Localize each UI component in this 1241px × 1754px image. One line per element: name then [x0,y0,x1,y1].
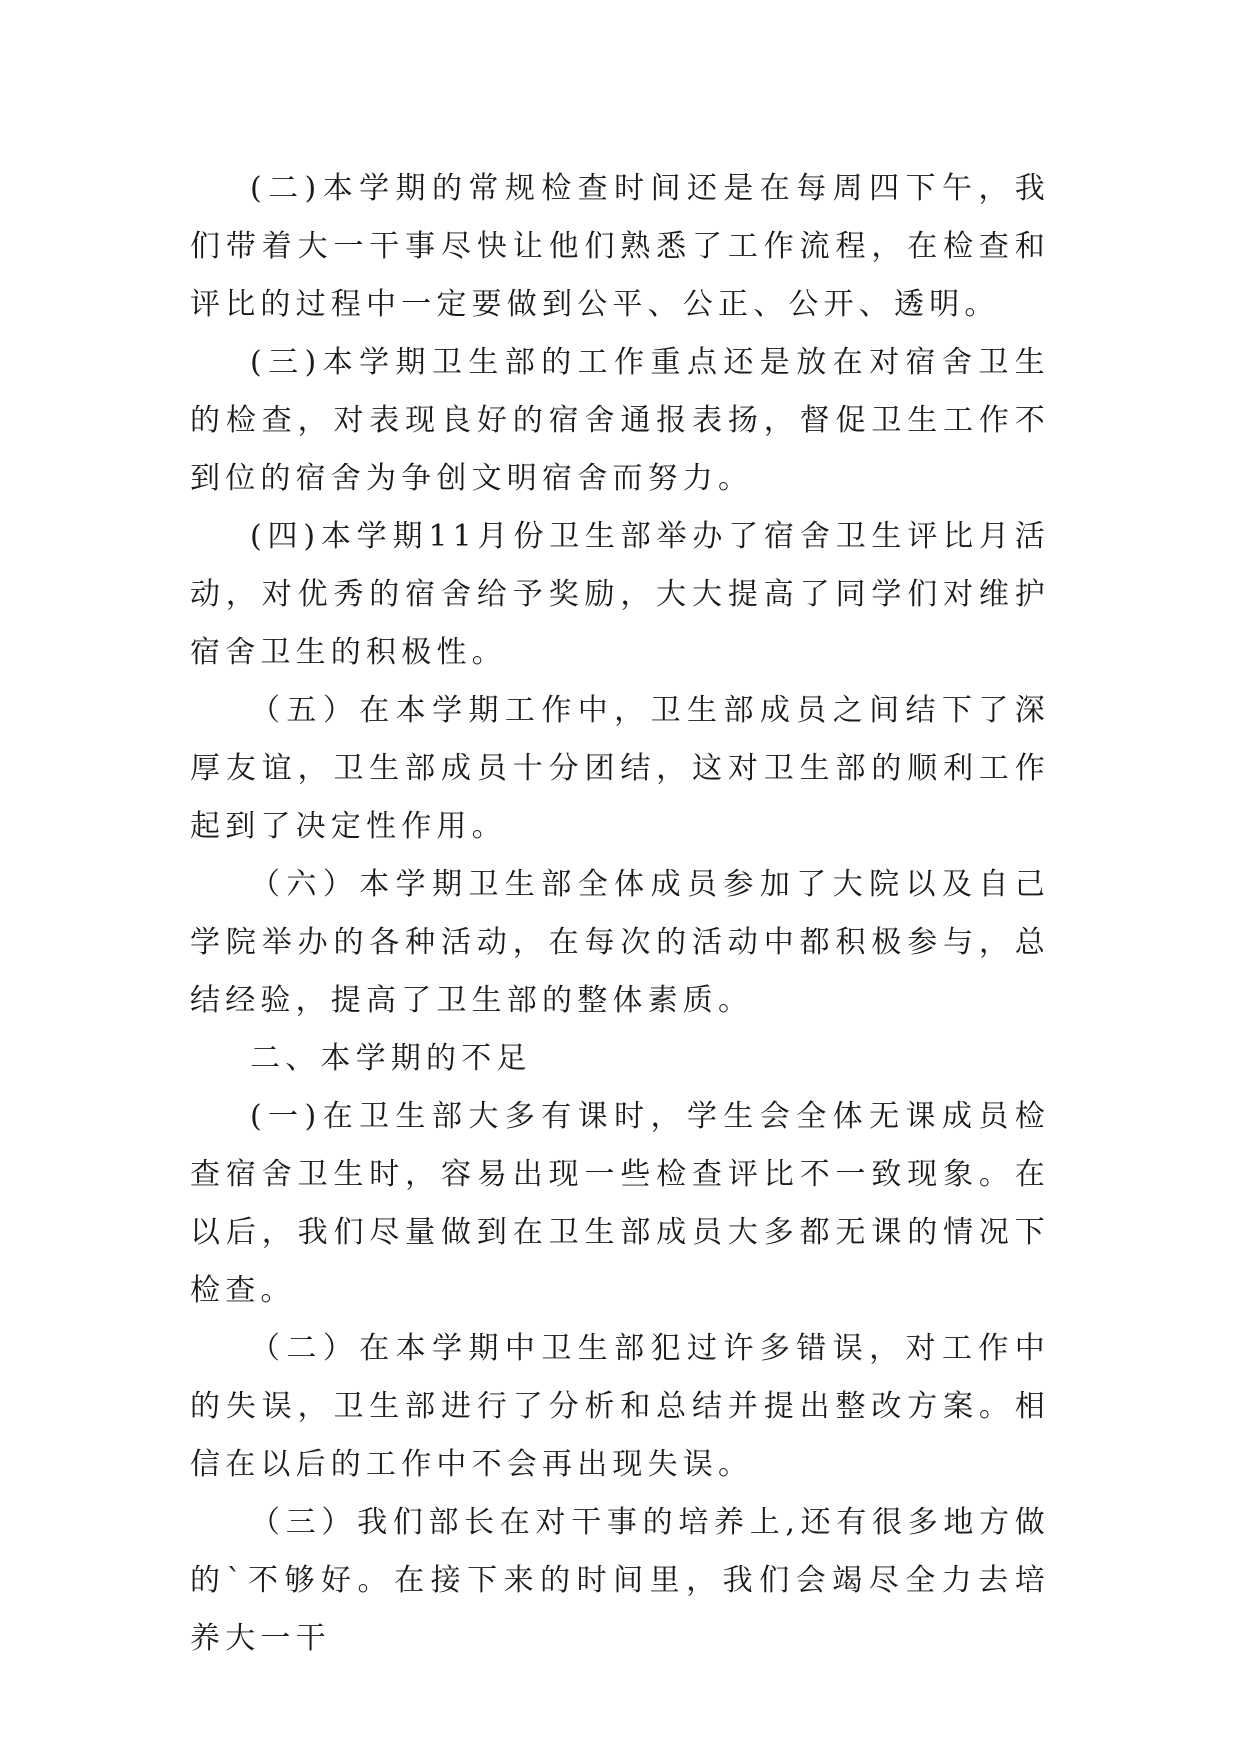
paragraph-3: (三)本学期卫生部的工作重点还是放在对宿舍卫生的检查，对表现良好的宿舍通报表扬，督促卫生工作不到位的宿舍为争创文明宿舍而努力。 [190,345,1050,496]
section-heading-shortcomings: 二、本学期的不足 [250,1041,532,1076]
paragraph-6: （六）本学期卫生部全体成员参加了大院以及自己学院举办的各种活动，在每次的活动中都积极参与，总结经验，提高了卫生部的整体素质。 [190,867,1050,1018]
paragraph-5: （五）在本学期工作中，卫生部成员之间结下了深厚友谊，卫生部成员十分团结，这对卫生部的顺利工作起到了决定性作用。 [190,693,1050,844]
paragraph-2: (二)本学期的常规检查时间还是在每周四下午，我们带着大一干事尽快让他们熟悉了工作流程，在检查和评比的过程中一定要做到公平、公正、公开、透明。 [190,171,1050,322]
shortcoming-3: （三）我们部长在对干事的培养上,还有很多地方做的`不够好。在接下来的时间里，我们会竭尽全力去培养大一干 [190,1505,1050,1656]
document-body [190,160,1050,1668]
shortcoming-2: （二）在本学期中卫生部犯过许多错误，对工作中的失误，卫生部进行了分析和总结并提出整改方案。相信在以后的工作中不会再出现失误。 [190,1331,1050,1482]
shortcoming-1: (一)在卫生部大多有课时，学生会全体无课成员检查宿舍卫生时，容易出现一些检查评比不一致现象。在以后，我们尽量做到在卫生部成员大多都无课的情况下检查。 [190,1099,1050,1308]
paragraph-4: (四)本学期11月份卫生部举办了宿舍卫生评比月活动，对优秀的宿舍给予奖励，大大提高了同学们对维护宿舍卫生的积极性。 [190,519,1050,670]
